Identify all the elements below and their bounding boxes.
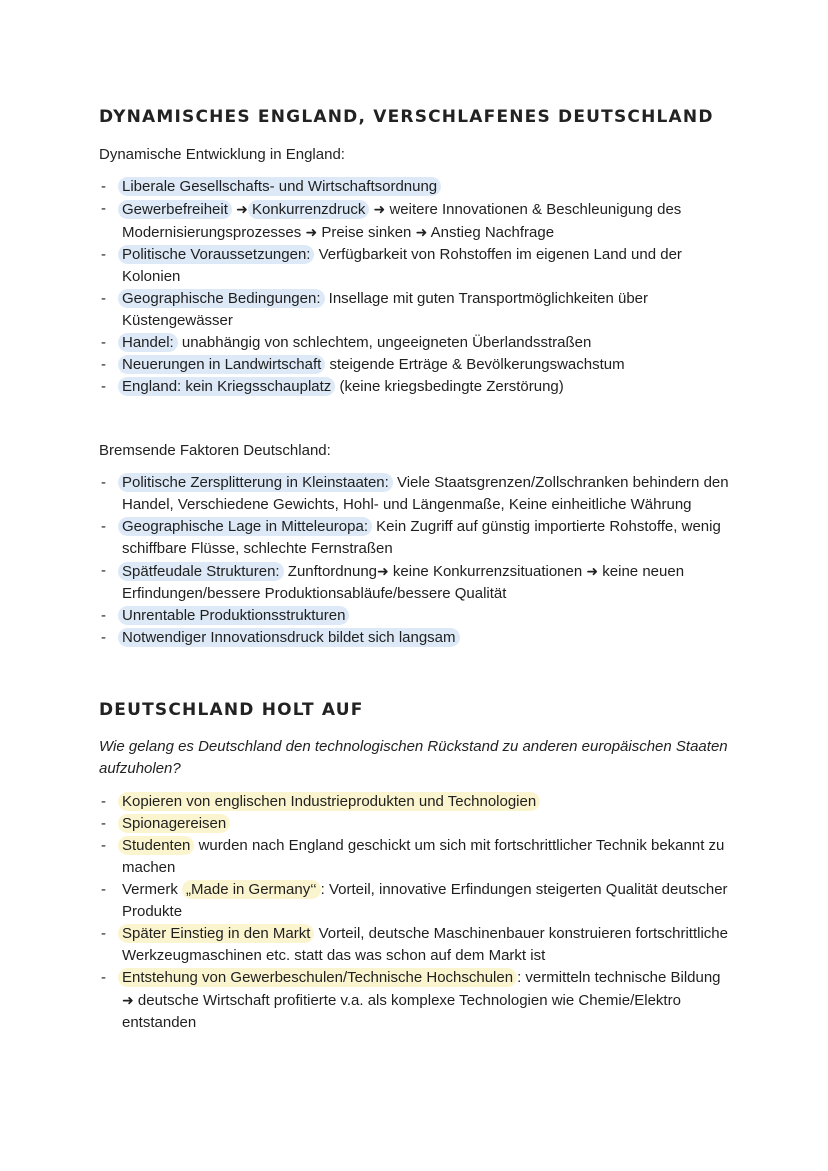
arrow-icon: ➜ bbox=[373, 201, 386, 217]
intro-deutschland: Bremsende Faktoren Deutschland: bbox=[99, 442, 331, 459]
intro-england: Dynamische Entwicklung in England: bbox=[99, 146, 345, 163]
section-heading-england: DYNAMISCHES ENGLAND, VERSCHLAFENES DEUTSCHLAND bbox=[99, 107, 714, 127]
list-text: unabhängig von schlechtem, ungeeigneten Überlandsstraßen bbox=[177, 334, 592, 351]
highlight: Unrentable Produktionsstrukturen bbox=[118, 606, 349, 625]
highlight: Politische Voraussetzungen: bbox=[118, 245, 314, 264]
highlight: Geographische Bedingungen: bbox=[118, 289, 325, 308]
list-item: - Liberale Gesellschafts- und Wirtschaftsordnung bbox=[99, 176, 739, 198]
highlight: Später Einstieg in den Markt bbox=[118, 924, 314, 943]
list-text: deutsche Wirtschaft profitierte v.a. als komplexe Technologien wie Chemie/Elektro entstanden bbox=[122, 992, 681, 1031]
section-heading-deutschland: DEUTSCHLAND HOLT AUF bbox=[99, 700, 364, 720]
list-text: keine Konkurrenzsituationen bbox=[388, 563, 583, 580]
list-text: Vorteil, deutsche Maschinenbauer konstruieren fortschrittliche Werkzeugmaschinen etc. statt das was schon auf dem Markt ist bbox=[122, 925, 728, 964]
list-item: - Gewerbefreiheit ➜ Konkurrenzdruck ➜ weitere Innovationen & Beschleunigung des Modernisierungsprozesses ➜ Preise sinken ➜ Anstieg Nachfrage bbox=[101, 200, 682, 241]
list-text: Zunftordnung bbox=[283, 563, 378, 580]
list-item: - Vermerk „Made in Germany‘‘ : Vorteil, innovative Erfindungen steigerten Qualität deutscher Produkte bbox=[101, 881, 728, 920]
list-item: - Politische Voraussetzungen: Verfügbarkeit von Rohstoffen im eigenen Land und der Kolonien bbox=[101, 246, 682, 285]
highlight: Studenten bbox=[118, 836, 194, 855]
list-text: Viele Staatsgrenzen/Zollschranken behindern den Handel, Verschiedene Gewichts, Hohl- und Längenmaße, Keine einheitliche Währung bbox=[122, 474, 729, 513]
highlight: Konkurrenzdruck bbox=[248, 200, 369, 219]
list-item: - Kopieren von englischen Industrieprodukten und Technologien bbox=[99, 791, 739, 813]
arrow-icon: ➜ bbox=[122, 992, 134, 1008]
highlight: Spionagereisen bbox=[118, 814, 230, 833]
list-text: steigende Erträge & Bevölkerungswachstum bbox=[325, 356, 625, 373]
arrow-icon: ➜ bbox=[586, 563, 599, 579]
highlight: „Made in Germany‘‘ bbox=[182, 880, 321, 899]
list-text: Anstieg Nachfrage bbox=[430, 224, 555, 241]
list-item: - Studenten wurden nach England geschickt um sich mit fortschrittlicher Technik bekannt zu machen bbox=[101, 837, 725, 876]
list-item: - Politische Zersplitterung in Kleinstaaten: Viele Staatsgrenzen/Zollschranken behindern den Handel, Verschiedene Gewichts, Hohl- und Längenmaße, Keine einheitliche Währung bbox=[101, 474, 729, 513]
highlight: Spätfeudale Strukturen: bbox=[118, 562, 284, 581]
list-text: Vermerk bbox=[122, 881, 183, 898]
list-item: - Geographische Bedingungen: Insellage mit guten Transportmöglichkeiten über Küstengewässer bbox=[101, 290, 649, 329]
highlight: England: kein Kriegsschauplatz bbox=[118, 377, 335, 396]
question-text: Wie gelang es Deutschland den technologischen Rückstand zu anderen europäischen Staaten aufzuholen? bbox=[99, 738, 728, 777]
list-text: wurden nach England geschickt um sich mit fortschrittlicher Technik bekannt zu machen bbox=[122, 837, 725, 876]
list-text: weitere Innovationen & Beschleunigung des Modernisierungsprozesses bbox=[122, 201, 682, 241]
list-item: - Entstehung von Gewerbeschulen/Technische Hochschulen : vermitteln technische Bildung ➜ deutsche Wirtschaft profitierte v.a. als komplexe Technologien wie Chemie/Elektro entstanden bbox=[101, 969, 721, 1031]
list-item: - England: kein Kriegsschauplatz (keine kriegsbedingte Zerstörung) bbox=[101, 378, 564, 395]
arrow-icon: ➜ bbox=[377, 563, 389, 579]
list-item: - Später Einstieg in den Markt Vorteil, deutsche Maschinenbauer konstruieren fortschrittliche Werkzeugmaschinen etc. statt das was schon auf dem Markt ist bbox=[101, 925, 728, 964]
list-text: keine neuen Erfindungen/bessere Produktionsabläufe/bessere Qualität bbox=[122, 563, 685, 602]
list-item: - Geographische Lage in Mitteleuropa: Kein Zugriff auf günstig importierte Rohstoffe, wenig schiffbare Flüsse, schlechte Fernstraßen bbox=[101, 518, 721, 557]
list-text: (keine kriegsbedingte Zerstörung) bbox=[335, 378, 564, 395]
list-text: Kein Zugriff auf günstig importierte Rohstoffe, wenig schiffbare Flüsse, schlechte Fernstraßen bbox=[122, 518, 721, 557]
highlight: Politische Zersplitterung in Kleinstaaten: bbox=[118, 473, 393, 492]
highlight: Liberale Gesellschafts- und Wirtschaftsordnung bbox=[118, 177, 441, 196]
list-text: Verfügbarkeit von Rohstoffen im eigenen Land und der Kolonien bbox=[122, 246, 682, 285]
highlight: Geographische Lage in Mitteleuropa: bbox=[118, 517, 372, 536]
arrow-icon: ➜ bbox=[305, 224, 318, 240]
list-item: - Neuerungen in Landwirtschaft steigende Erträge & Bevölkerungswachstum bbox=[101, 356, 625, 373]
list-text: : Vorteil, innovative Erfindungen steigerten Qualität deutscher Produkte bbox=[122, 881, 728, 920]
list-item: - Spätfeudale Strukturen: Zunftordnung➜ keine Konkurrenzsituationen ➜ keine neuen Erfindungen/bessere Produktionsabläufe/bessere Qualität bbox=[101, 562, 685, 602]
list-item: - Unrentable Produktionsstrukturen bbox=[99, 605, 739, 627]
highlight: Kopieren von englischen Industrieprodukten und Technologien bbox=[118, 792, 540, 811]
list-england bbox=[99, 176, 739, 398]
highlight: Notwendiger Innovationsdruck bildet sich langsam bbox=[118, 628, 460, 647]
list-item: - Spionagereisen bbox=[99, 813, 739, 835]
highlight: Handel: bbox=[118, 333, 178, 352]
list-aufholen bbox=[99, 791, 739, 1034]
highlight: Neuerungen in Landwirtschaft bbox=[118, 355, 325, 374]
list-deutschland bbox=[99, 472, 739, 649]
list-item: - Notwendiger Innovationsdruck bildet sich langsam bbox=[99, 627, 739, 649]
list-text: : vermitteln technische Bildung bbox=[517, 969, 721, 986]
arrow-icon: ➜ bbox=[415, 224, 428, 240]
list-item: - Handel: unabhängig von schlechtem, ungeeigneten Überlandsstraßen bbox=[101, 334, 592, 351]
arrow-icon: ➜ bbox=[236, 201, 248, 217]
highlight: Entstehung von Gewerbeschulen/Technische Hochschulen bbox=[118, 968, 517, 987]
highlight: Gewerbefreiheit bbox=[118, 200, 232, 219]
list-text: Preise sinken bbox=[321, 224, 412, 241]
list-text: Insellage mit guten Transportmöglichkeiten über Küstengewässer bbox=[122, 290, 649, 329]
